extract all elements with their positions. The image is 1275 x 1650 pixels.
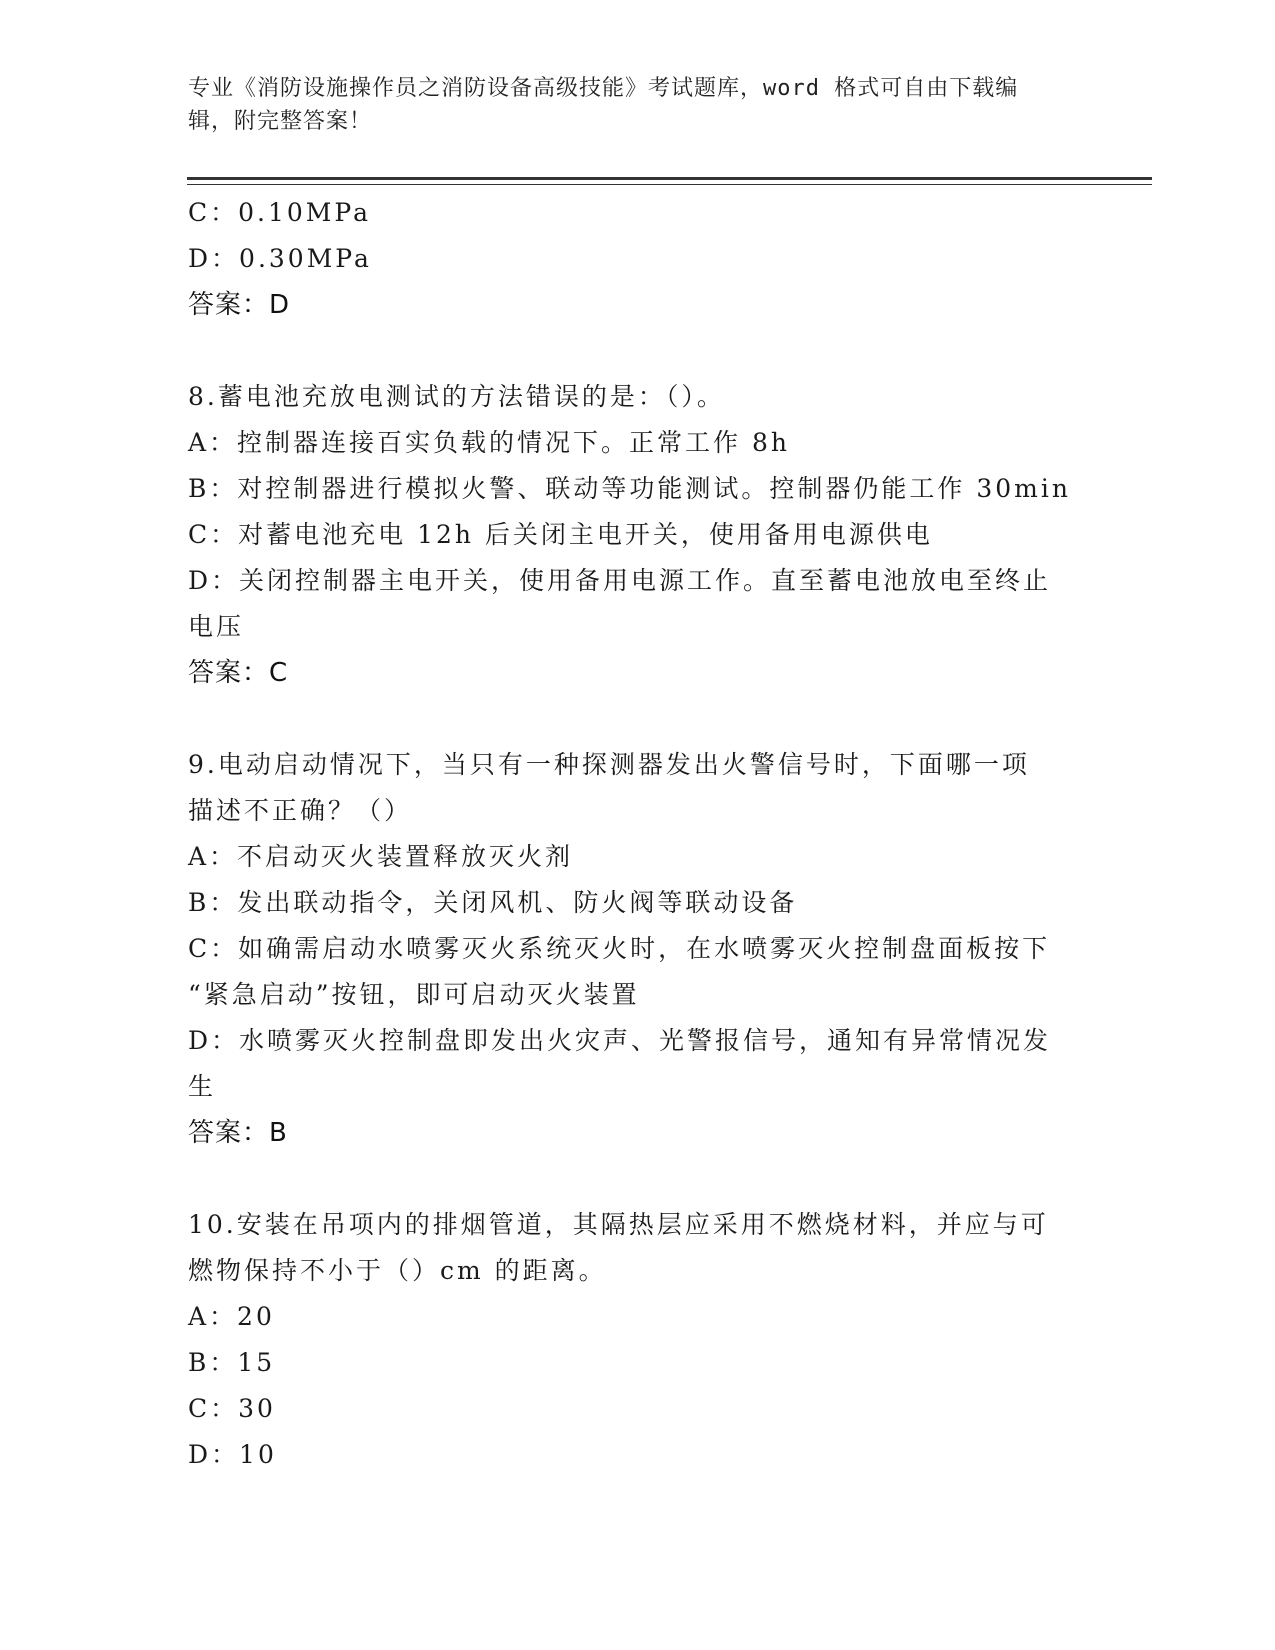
question-10 [188,1202,1088,1478]
question-stem: 8.蓄电池充放电测试的方法错误的是：（）。 [188,382,725,411]
previous-question-tail [188,190,1088,328]
option-d: D：0.30MPa [188,244,372,273]
option-d: D：关闭控制器主电开关，使用备用电源工作。直至蓄电池放电至终止 [188,566,1052,595]
option-c: C：如确需启动水喷雾灭火系统灭火时，在水喷雾灭火控制盘面板按下 [188,934,1051,963]
header-line-2: 辑，附完整答案！ [188,109,373,134]
option-d-continued: 电压 [188,612,245,641]
header-line-1: 专业《消防设施操作员之消防设备高级技能》考试题库，word 格式可自由下载编 [188,76,1019,101]
header-divider-thin [187,184,1152,185]
header-divider-thick [187,177,1152,180]
option-d: D：水喷雾灭火控制盘即发出火灾声、光警报信号，通知有异常情况发 [188,1026,1052,1055]
spacer [188,1156,1088,1202]
question-stem-continued: 燃物保持不小于（）cm 的距离。 [188,1256,607,1285]
question-8 [188,374,1088,696]
answer-line: 答案：C [188,658,289,688]
option-b: B：15 [188,1348,276,1377]
answer-line: 答案：D [188,290,291,320]
option-c: C：0.10MPa [188,198,371,227]
answer-line: 答案：B [188,1118,288,1148]
question-stem: 9.电动启动情况下，当只有一种探测器发出火警信号时，下面哪一项 [188,750,1030,779]
option-c: C：30 [188,1394,276,1423]
question-stem-continued: 描述不正确？（） [188,796,413,825]
option-d-continued: 生 [188,1072,217,1101]
question-content [188,190,1088,1478]
question-stem: 10.安装在吊项内的排烟管道，其隔热层应采用不燃烧材料，并应与可 [188,1210,1049,1239]
option-b: B：对控制器进行模拟火警、联动等功能测试。控制器仍能工作 30min [188,474,1071,503]
option-c-continued: “紧急启动”按钮，即可启动灭火装置 [188,980,640,1009]
spacer [188,328,1088,374]
option-a: A：20 [188,1302,275,1331]
spacer [188,696,1088,742]
option-a: A：不启动灭火装置释放灭火剂 [188,842,574,871]
option-a: A：控制器连接百实负载的情况下。正常工作 8h [188,428,791,457]
document-header [188,72,1078,138]
option-c: C：对蓄电池充电 12h 后关闭主电开关，使用备用电源供电 [188,520,933,549]
question-9 [188,742,1088,1156]
option-b: B：发出联动指令，关闭风机、防火阀等联动设备 [188,888,798,917]
option-d: D：10 [188,1440,277,1469]
